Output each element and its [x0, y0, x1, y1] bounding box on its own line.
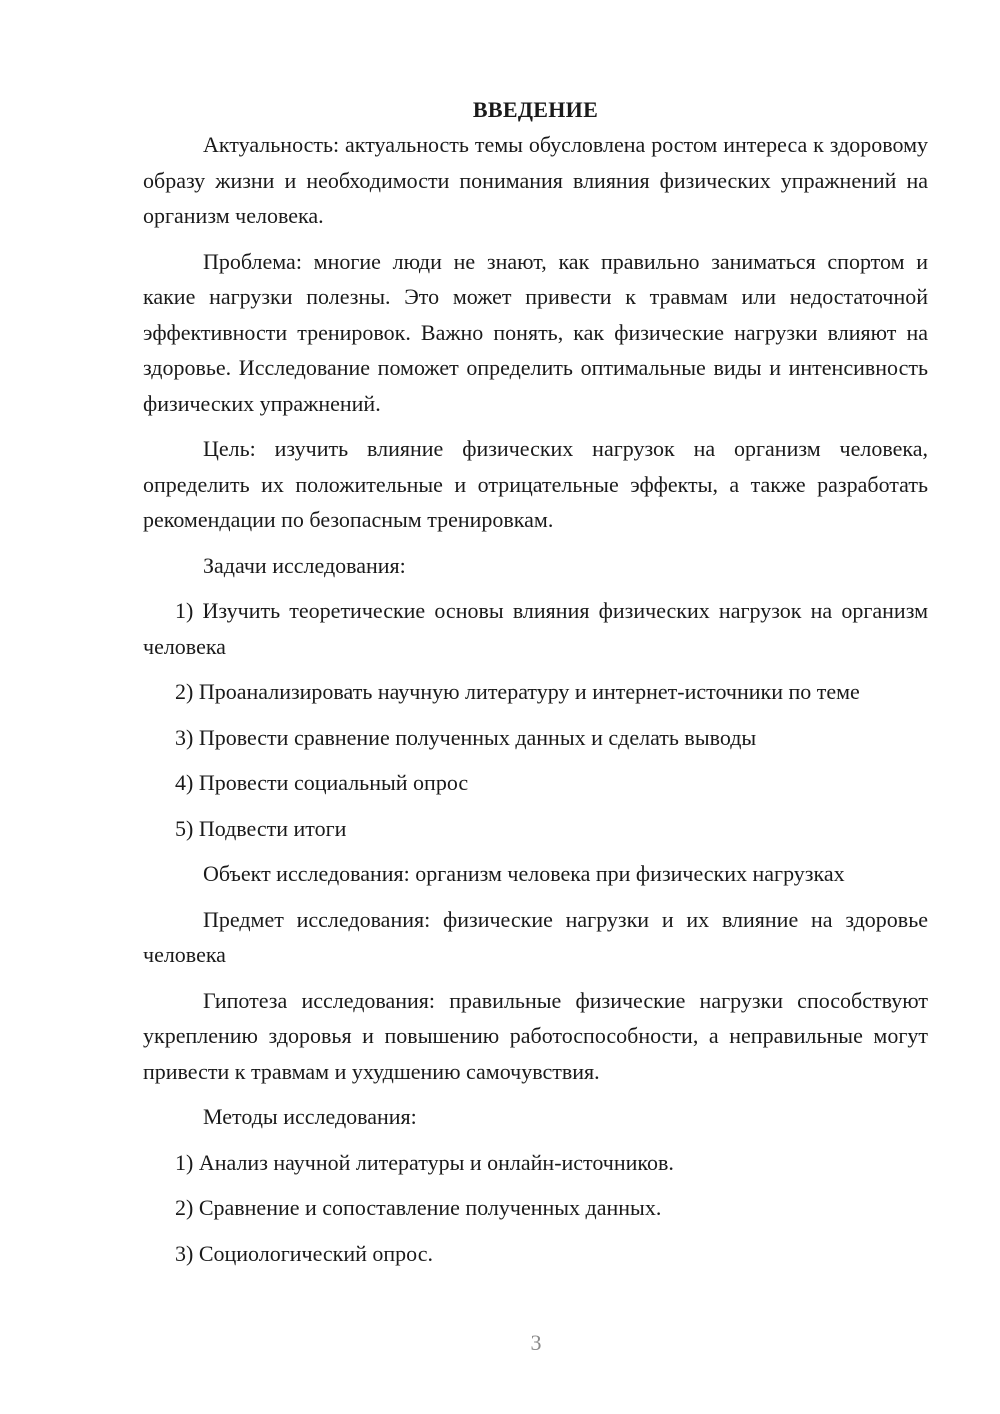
page-title: ВВЕДЕНИЕ: [472, 97, 599, 122]
object-paragraph: Объект исследования: организм человека при физических нагрузках: [203, 861, 845, 886]
method-item: 1) Анализ научной литературы и онлайн-источников.: [175, 1149, 674, 1175]
relevance-paragraph: Актуальность: актуальность темы обусловлена ростом интереса к здоровому образу жизни и необходимости понимания влияния физических упражнений на организм человека.: [143, 132, 928, 228]
document-page: [143, 92, 928, 1271]
subject-paragraph: Предмет исследования: физические нагрузки и их влияние на здоровье человека: [143, 906, 928, 967]
hypothesis-paragraph: Гипотеза исследования: правильные физические нагрузки способствуют укреплению здоровья и повышению работоспособности, а неправильные могут привести к травмам и ухудшению самочувствия.: [143, 987, 928, 1084]
task-item: 3) Провести сравнение полученных данных и сделать выводы: [175, 724, 757, 750]
task-item: 1) Изучить теоретические основы влияния физических нагрузок на организм человека: [143, 598, 928, 659]
tasks-heading: Задачи исследования:: [203, 552, 406, 578]
page-number: 3: [530, 1330, 542, 1355]
methods-heading: Методы исследования:: [203, 1104, 417, 1129]
task-item: 2) Проанализировать научную литературу и интернет-источники по теме: [175, 679, 860, 704]
method-item: 2) Сравнение и сопоставление полученных данных.: [175, 1195, 662, 1220]
problem-paragraph: Проблема: многие люди не знают, как правильно заниматься спортом и какие нагрузки полезны. Это может привести к травмам или недостаточной эффективности тренировок. Важно понять, как физические нагрузки влияют на здоровье. Исследование поможет определить оптимальные виды и интенсивность физических упражнений.: [143, 248, 928, 416]
task-item: 5) Подвести итоги: [175, 815, 347, 841]
goal-paragraph: Цель: изучить влияние физических нагрузок на организм человека, определить их положительные и отрицательные эффекты, а также разработать рекомендации по безопасным тренировкам.: [143, 436, 928, 532]
method-item: 3) Социологический опрос.: [175, 1240, 433, 1266]
task-item: 4) Провести социальный опрос: [175, 770, 469, 795]
